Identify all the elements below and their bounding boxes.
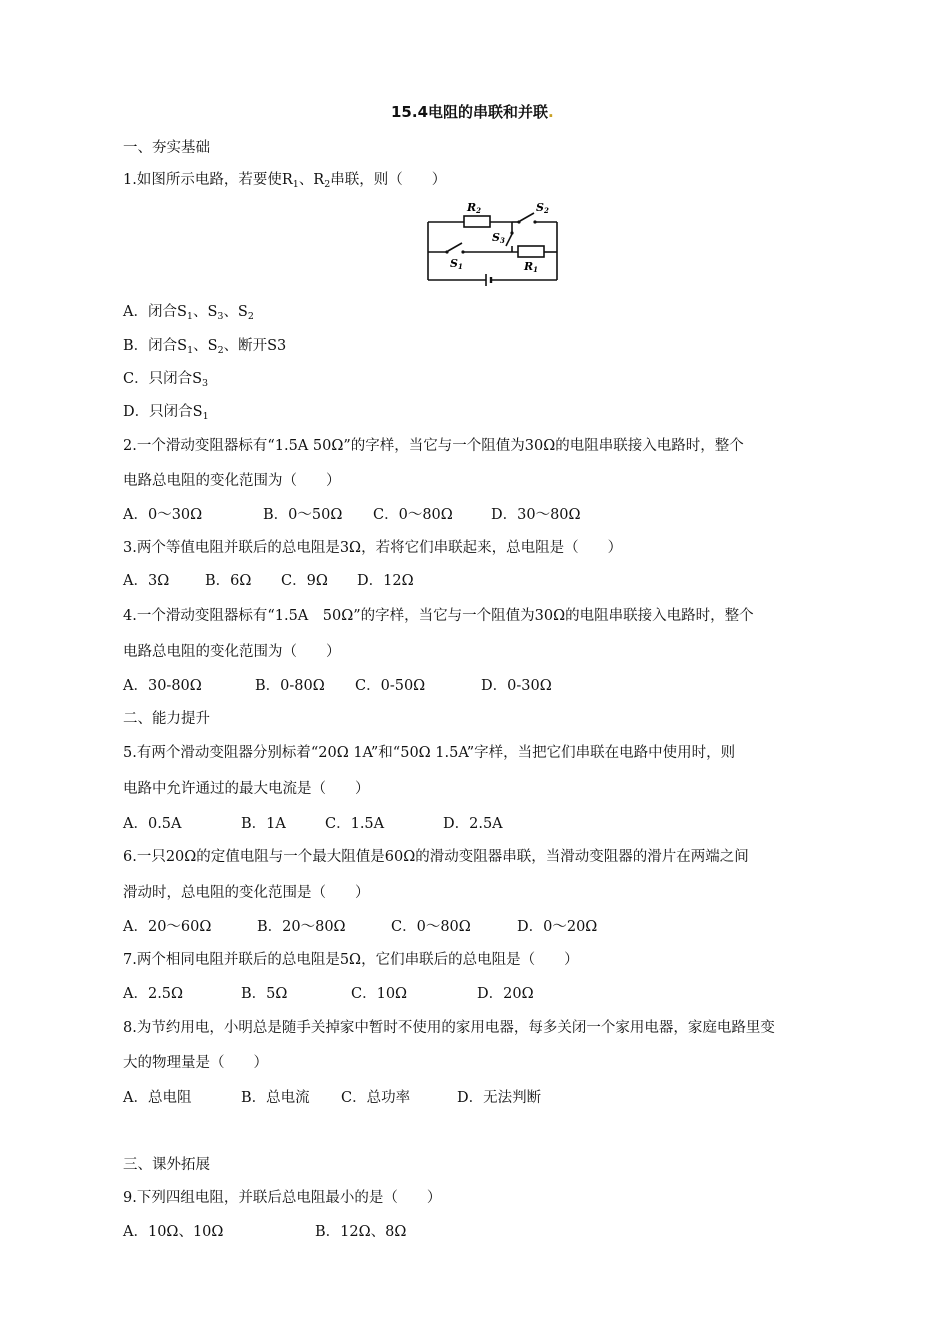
q1-opt-b-0: B．闭合S (123, 338, 188, 354)
q3-option-d: D．12Ω (357, 573, 414, 589)
q1-opt-c-1: 3 (202, 378, 209, 389)
switch-s1-blade (448, 243, 462, 251)
q7-line1: 7.两个相同电阻并联后的总电阻是5Ω，它们串联后的总电阻是（ ） (123, 952, 579, 968)
q4-option-c: C．0-50Ω (355, 678, 426, 694)
q1-opt-b-3: 2 (217, 345, 224, 356)
q3-option-b: B．6Ω (205, 573, 252, 589)
q1-opt-a-2: 、S (192, 304, 218, 320)
title-text: 15.4电阻的串联和并联 (391, 103, 549, 121)
q2-option-a: A．0～30Ω (123, 507, 203, 523)
q1-opt-d-0: D．只闭合S (123, 404, 203, 420)
label-r2: R2 (467, 201, 482, 215)
q4-line1: 4.一个滑动变阻器标有“1.5A 50Ω”的字样，当它与一个阻值为30Ω的电阻串联接入电路时，整个 (123, 608, 754, 624)
q6-option-b: B．20～80Ω (257, 919, 346, 935)
q2-options (123, 505, 581, 525)
q9-option-a: A．10Ω、10Ω (123, 1224, 224, 1240)
q1-opt-a-1: 1 (186, 311, 193, 322)
q7-options (123, 984, 534, 1004)
q5-option-c: C．1.5A (325, 816, 385, 832)
q7-option-b: B．5Ω (241, 986, 288, 1002)
q1-option-c (123, 369, 208, 391)
page-title (391, 102, 554, 122)
q6-option-d: D．0～20Ω (517, 919, 598, 935)
q1-sub2: 2 (324, 179, 331, 190)
q1-option-b (123, 336, 286, 358)
q1-mid: 、R (298, 172, 325, 188)
q4-options (123, 676, 552, 696)
section-heading-1: 一、夯实基础 (123, 140, 210, 156)
q8-options (123, 1088, 541, 1108)
q1-stem-b: 串联，则（ ） (330, 172, 447, 188)
q7-option-a: A．2.5Ω (123, 986, 184, 1002)
q2-option-b: B．0～50Ω (263, 507, 343, 523)
question-1 (123, 170, 446, 192)
label-s1: S1 (450, 257, 463, 271)
q4-line2: 电路总电阻的变化范围为（ ） (123, 644, 341, 660)
q6-line1: 6.一只20Ω的定值电阻与一个最大阻值是60Ω的滑动变阻器串联，当滑动变阻器的滑片在两端之间 (123, 849, 749, 865)
q1-opt-d-1: 1 (202, 411, 209, 422)
q2-option-d: D．30～80Ω (491, 507, 581, 523)
q3-line1: 3.两个等值电阻并联后的总电阻是3Ω，若将它们串联起来，总电阻是（ ） (123, 540, 623, 556)
q9-options (123, 1222, 406, 1242)
q5-option-d: D．2.5A (443, 816, 503, 832)
q5-options (123, 814, 503, 834)
q5-line2: 电路中允许通过的最大电流是（ ） (123, 781, 370, 797)
q1-opt-a-3: 3 (217, 311, 224, 322)
q4-option-b: B．0-80Ω (255, 678, 325, 694)
q1-stem-a: 1.如图所示电路，若要使R (123, 172, 293, 188)
switch-s2-contact (517, 220, 520, 223)
switch-s1-contact (445, 250, 448, 253)
section-heading-3: 三、课外拓展 (123, 1157, 210, 1173)
q1-opt-a-0: A．闭合S (123, 304, 187, 320)
label-s2: S2 (536, 201, 549, 215)
q6-line2: 滑动时，总电阻的变化范围是（ ） (123, 885, 370, 901)
switch-s3-contact (510, 231, 513, 234)
q9-option-b: B．12Ω、8Ω (315, 1224, 407, 1240)
q1-opt-b-2: 、S (193, 338, 218, 354)
q1-option-d (123, 402, 209, 424)
q6-options (123, 917, 597, 937)
circuit-diagram (424, 196, 564, 288)
q1-opt-b-1: 1 (187, 345, 194, 356)
q2-option-c: C．0～80Ω (373, 507, 453, 523)
label-r1: R1 (524, 260, 539, 274)
q7-option-d: D．20Ω (477, 986, 534, 1002)
resistor-r1 (518, 246, 544, 257)
q8-option-c: C．总功率 (341, 1090, 411, 1106)
q8-option-b: B．总电流 (241, 1090, 310, 1106)
q8-line1: 8.为节约用电，小明总是随手关掉家中暂时不使用的家用电器，每多关闭一个家用电器，家庭电路里变 (123, 1020, 775, 1036)
q1-option-a (123, 302, 254, 324)
q2-line2: 电路总电阻的变化范围为（ ） (123, 473, 341, 489)
section-heading-2: 二、能力提升 (123, 711, 210, 727)
q5-option-a: A．0.5A (123, 816, 182, 832)
switch-s3-blade (506, 234, 512, 246)
q2-line1: 2.一个滑动变阻器标有“1.5A 50Ω”的字样，当它与一个阻值为30Ω的电阻串联接入电路时，整个 (123, 438, 744, 454)
q7-option-c: C．10Ω (351, 986, 408, 1002)
q8-option-a: A．总电阻 (123, 1090, 192, 1106)
q1-opt-b-4: 、断开S3 (223, 338, 287, 354)
switch-s2-contact-2 (533, 220, 536, 223)
q4-option-d: D．0-30Ω (481, 678, 552, 694)
label-s3: S3 (492, 231, 505, 245)
switch-s1-contact-2 (461, 250, 464, 253)
q6-option-a: A．20～60Ω (123, 919, 212, 935)
q9-line1: 9.下列四组电阻，并联后总电阻最小的是（ ） (123, 1190, 442, 1206)
q5-line1: 5.有两个滑动变阻器分别标着“20Ω 1A”和“50Ω 1.5A”字样，当把它们串联在电路中使用时，则 (123, 745, 736, 761)
q1-opt-a-4: 、S (223, 304, 248, 320)
q6-option-c: C．0～80Ω (391, 919, 471, 935)
switch-s2-blade (520, 213, 534, 221)
q1-opt-a-5: 2 (247, 311, 254, 322)
q3-options (123, 571, 414, 591)
q8-line2: 大的物理量是（ ） (123, 1055, 268, 1071)
q5-option-b: B．1A (241, 816, 286, 832)
q8-option-d: D．无法判断 (457, 1090, 542, 1106)
resistor-r2 (464, 216, 490, 227)
q4-option-a: A．30-80Ω (123, 678, 202, 694)
q1-opt-c-0: C．只闭合S (123, 371, 203, 387)
q3-option-c: C．9Ω (281, 573, 328, 589)
title-dot: . (548, 103, 554, 121)
q3-option-a: A．3Ω (123, 573, 170, 589)
q1-sub1: 1 (292, 179, 299, 190)
